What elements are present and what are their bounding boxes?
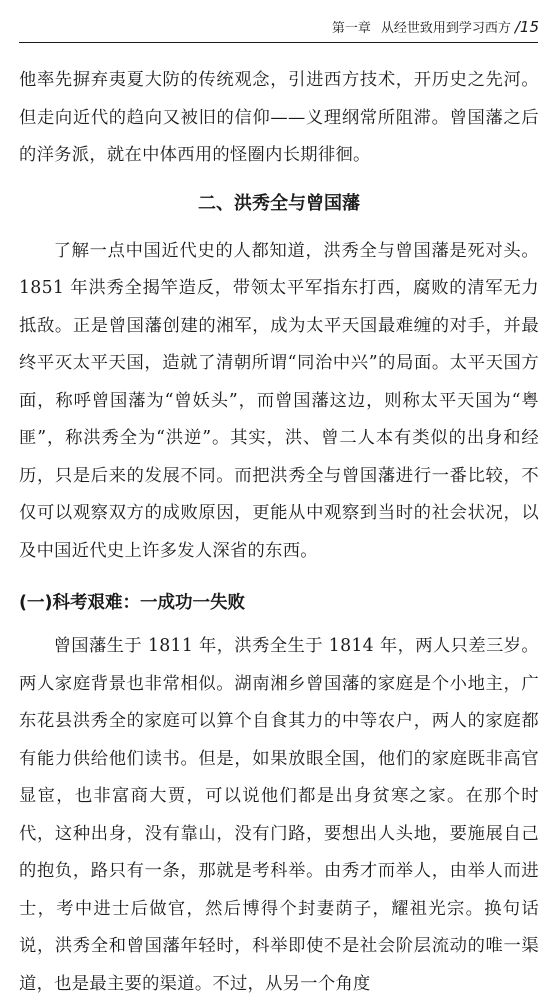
paragraph-background: 曾国藩生于 1811 年，洪秀全生于 1814 年，两人只差三岁。两人家庭背景也非常相似。湖南湘乡曾国藩的家庭是个小地主，广东花县洪秀全的家庭可以算个自食其力的中等农户，两人的家庭都有能力供给他们读书。但是，如果放眼全国，他们的家庭既非高官显宦，也非富商大贾，可以说他们都是出身贫寒之家。在那个时代，这种出身，没有靠山，没有门路，要想出人头地，要施展自己的抱负，路只有一条，那就是考科举。由秀才而举人，由举人而进士，考中进士后做官，然后博得个封妻荫子，耀祖光宗。换句话说，洪秀全和曾国藩年轻时，科举即使不是社会阶层流动的唯一渠道，也是最主要的渠道。不过，从另一个角度 xyxy=(19,636,539,994)
section-title: 二、洪秀全与曾国藩 xyxy=(198,192,360,214)
running-header xyxy=(0,18,539,38)
header-rule xyxy=(19,42,538,43)
chapter-title: 从经世致用到学习西方 xyxy=(380,21,511,36)
subsection-title: (一)科考艰难：一成功一失败 xyxy=(19,593,245,613)
page-number: /15 xyxy=(514,18,539,36)
paragraph-intro: 了解一点中国近代史的人都知道，洪秀全与曾国藩是死对头。1851 年洪秀全揭竿造反，带领太平军指东打西，腐败的清军无力抵敌。正是曾国藩创建的湘军，成为太平天国最难缠的对手，并最终平灭太平天国，造就了清朝所谓“同治中兴”的局面。太平天国方面，称呼曾国藩为“曾妖头”，而曾国藩这边，则称太平天国为“粤匪”，称洪秀全为“洪逆”。其实，洪、曾二人本有类似的出身和经历，只是后来的发展不同。而把洪秀全与曾国藩进行一番比较，不仅可以观察双方的成败原因，更能从中观察到当时的社会状况，以及中国近代史上许多发人深省的东西。 xyxy=(19,240,539,561)
chapter-number: 第一章 xyxy=(331,21,371,36)
paragraph-continuation: 他率先摒弃夷夏大防的传统观念，引进西方技术，开历史之先河。但走向近代的趋向又被旧的信仰——义理纲常所阻滞。曾国藩之后的洋务派，就在中体西用的怪圈内长期徘徊。 xyxy=(19,70,539,165)
page-body xyxy=(19,62,539,1003)
